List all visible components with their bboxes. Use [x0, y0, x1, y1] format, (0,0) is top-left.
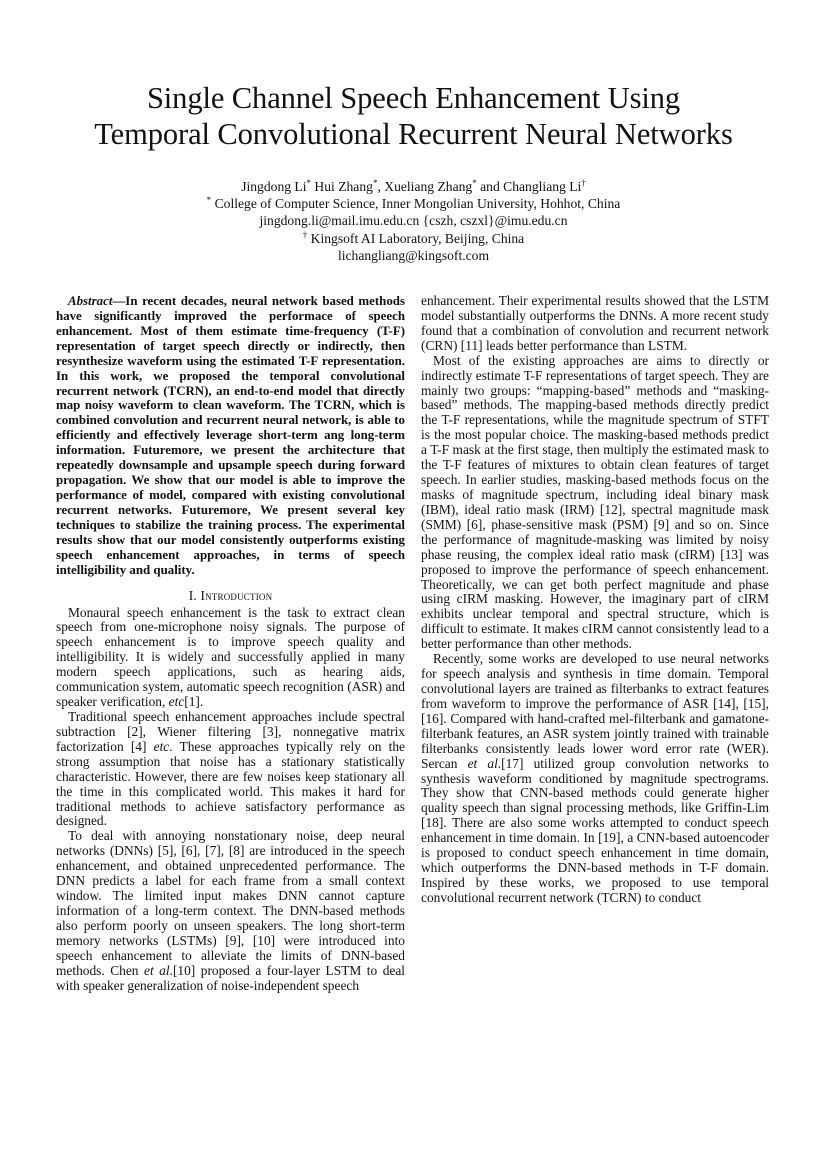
abstract [56, 294, 405, 578]
body-paragraph [421, 652, 769, 906]
author-separator: , [377, 179, 385, 194]
author-block [0, 178, 827, 264]
author-mark: * [472, 178, 477, 188]
affiliation-text: College of Computer Science, Inner Mongolian University, Hohhot, China [214, 196, 621, 212]
paragraph-text: enhancement. Their experimental results showed that the LSTM model substantially outperforms the DNNs. A more recent study found that a combination of convolution and recurrent network (CRN) [11] leads better performance than LSTM. [421, 293, 769, 353]
affiliation-2 [0, 230, 827, 247]
abstract-label: Abstract [68, 294, 113, 308]
abstract-dash: — [112, 294, 126, 308]
author-name: Jingdong Li [241, 179, 307, 194]
paragraph-text: Recently, some works are developed to use neural networks for speech analysis and synthesis in time domain. Temporal convolutional layers are trained as filterbanks to extract features from waveform to improve the performance of ASR [14], [15], [16]. Compared with hand-crafted mel-filterbank and gamatone-filterbank features, an ASR system jointly trained with trainable filterbanks consistently leads lower word error rate (WER). Sercan [421, 651, 769, 771]
introduction-right-body [421, 294, 769, 906]
body-paragraph [421, 294, 769, 354]
body-paragraph [56, 829, 405, 993]
affiliation-mark: * [206, 195, 212, 206]
author-name: Xueliang Zhang [384, 179, 473, 194]
introduction-left-body [56, 606, 405, 994]
author-emails-1: jingdong.li@mail.imu.edu.cn {cszh, cszxl}@imu.edu.cn [259, 213, 568, 229]
section-heading-introduction: I. Introduction [188, 587, 273, 603]
affiliation-text: Kingsoft AI Laboratory, Beijing, China [310, 230, 525, 246]
paragraph-text: Most of the existing approaches are aims to directly or indirectly estimate T-F representations of target speech. They are mainly two groups: “mapping-based” methods and “masking-based” methods. The mapping-based methods directly predict the T-F representations, while the magnitude spectrum of STFT is the most popular choice. The masking-based methods predict a T-F mask at the first stage, then multiply the estimated mask to the T-F features of mixtures to obtain clean features of target speech. In earlier studies, masking-based methods focus on the masks of magnitude spectrum, including ideal binary mask (IBM), ideal ratio mask (IRM) [12], spectral magnitude mask (SMM) [6], phase-sensitive mask (PSM) [9] and so on. Since the performance of magnitude-masking was limited by noisy phase reusing, the complex ideal ratio mask (cIRM) [13] was proposed to improve the performance of speech enhancement. Theoretically, we can get both perfect magnitude and phase using cIRM masking. However, the imaginary part of cIRM exhibits unclear temporal and spectral structure, which is difficult to estimate. It makes cIRM cannot consistently lead to a better performance than other methods. [421, 352, 769, 652]
body-paragraph [421, 354, 769, 652]
author-mark: * [306, 178, 312, 188]
italic-text: et al [144, 962, 170, 978]
italic-text: etc [168, 694, 185, 710]
paragraph-text: .[10] proposed a four-layer LSTM to deal with speaker generalization of noise-independent speech [56, 962, 405, 993]
body-paragraph [56, 710, 405, 829]
paper-title-line: Temporal Convolutional Recurrent Neural Networks [94, 117, 733, 151]
paragraph-text: To deal with annoying nonstationary noise, deep neural networks (DNNs) [5], [6], [7], [8] are introduced in the speech enhancement, and obtained unprecedented performance. The DNN predicts a label for each frame from a small context window. The limited input makes DNN cannot capture information of a long-term context. The DNN-based methods also perform poorly on unseen speakers. The long short-term memory networks (LSTMs) [9], [10] were introduced into speech enhancement to alleviate the limits of DNN-based methods. Chen [56, 828, 405, 978]
right-column [421, 294, 769, 906]
paragraph-text: Traditional speech enhancement approaches include spectral subtraction [2], Wiener filtering [3], nonnegative matrix factorization [4] [56, 708, 405, 754]
author-name: Changliang Li [503, 179, 582, 194]
paragraph-text: [1]. [184, 694, 204, 710]
paper-title-line: Single Channel Speech Enhancement Using [146, 81, 681, 115]
body-paragraph [56, 606, 405, 710]
author-list [0, 178, 827, 195]
author-separator: and [476, 179, 504, 194]
author-email-2: lichangliang@kingsoft.com [337, 247, 490, 263]
affiliation-1 [0, 195, 827, 212]
affiliation-mark: † [302, 229, 308, 240]
italic-text: etc [153, 738, 170, 754]
author-mark: * [372, 178, 378, 188]
paragraph-text: .[17] utilized group convolution networks to synthesis waveform conditioned by magnitude spectrograms. They show that CNN-based methods could generate higher quality speech than signal processing methods, like Griffin-Lim [18]. There are also some works attempted to conduct speech enhancement in time domain. In [19], a CNN-based autoencoder is proposed to conduct speech enhancement in time domain, which outperforms the DNN-based methods in T-F domain. Inspired by these works, we proposed to use temporal convolutional recurrent network (TCRN) to conduct [421, 755, 769, 905]
italic-text: et al [467, 755, 498, 771]
left-column [56, 294, 405, 993]
paragraph-text: . These approaches typically rely on the strong assumption that noise has a stationary statistically characteristic. However, there are few noises keep stationary all the time in this complicated world. This makes it hard for traditional methods to achieve satisfactory performance as designed. [56, 738, 406, 829]
author-mark: † [581, 178, 586, 188]
paragraph-text: Monaural speech enhancement is the task to extract clean speech from one-microphone noisy signals. The purpose of speech enhancement is to improve speech quality and intelligibility. It is widely and successfully applied in many modern speech applications, such as hearing aids, communication system, automatic speech recognition (ASR) and speaker verification, [56, 604, 405, 710]
author-name: Hui Zhang [314, 179, 373, 194]
abstract-text: In recent decades, neural network based methods have significantly improved the performace of speech enhancement. Most of them estimate time-frequency (T-F) representation of target speech directly or indirectly, then resynthesize waveform using the estimated T-F representation. In this work, we proposed the temporal convolutional recurrent network (TCRN), an end-to-end model that directly map noisy waveform to clean waveform. The TCRN, which is combined convolution and recurrent neural network, is able to efficiently and effectively leverage short-term ang long-term information. Futuremore, we present the architecture that repeatedly downsample and upsample speech during forward propagation. We show that our model is able to improve the performance of model, compared with existing convolutional recurrent networks. Futuremore, We present several key techniques to stabilize the training process. The experimental results show that our model consistently outperforms existing speech enhancement approaches, in terms of speech intelligibility and quality. [56, 294, 405, 577]
paper-title [0, 80, 827, 152]
